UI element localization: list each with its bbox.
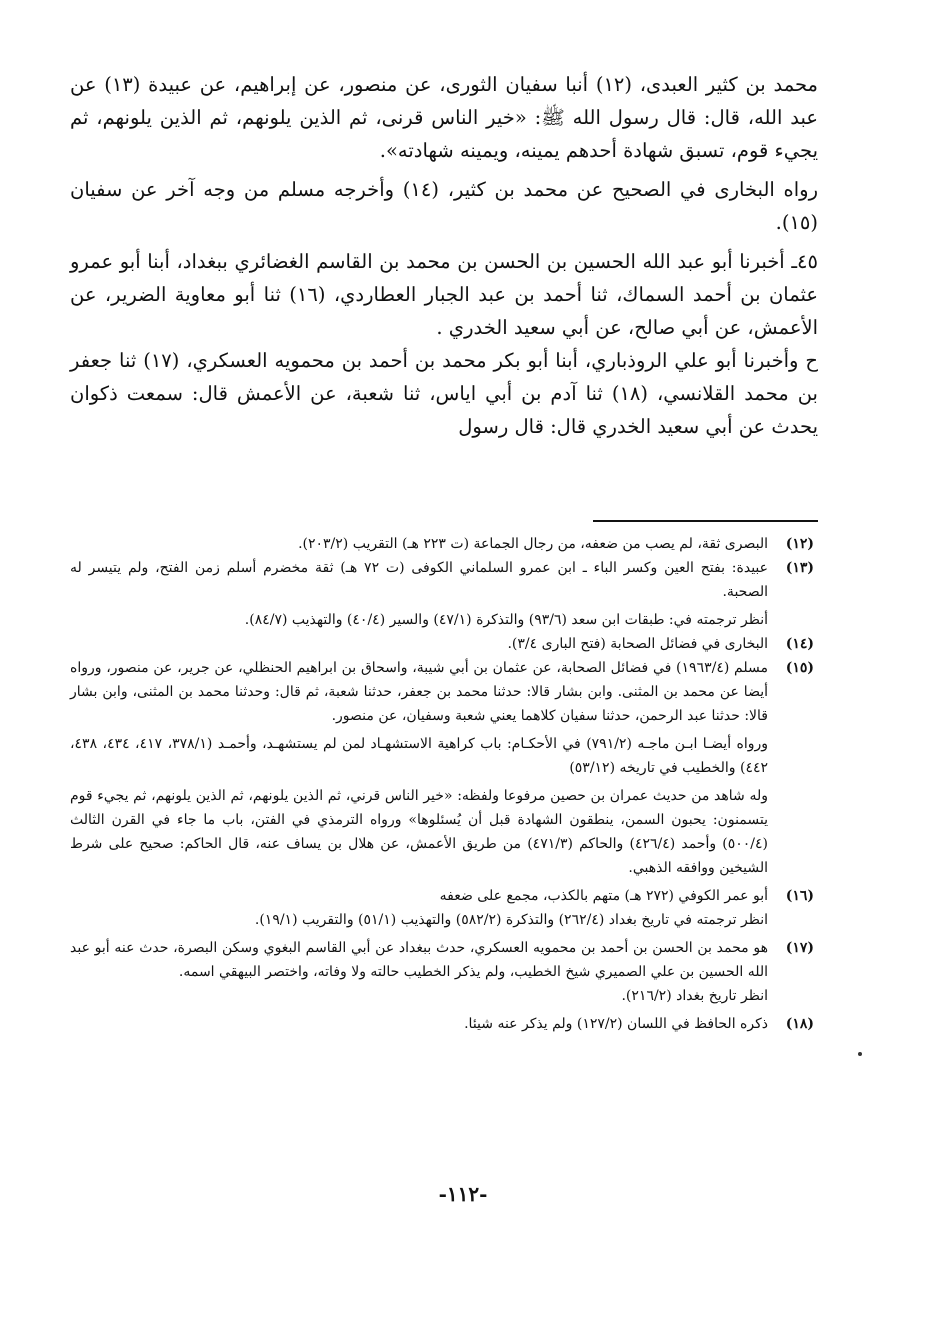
paragraph-hadith-45-chain: ٤٥ـ أخبرنا أبو عبد الله الحسين بن الحسن بن محمد بن القاسم الغضائري ببغداد، أبنا أبو عمرو عثمان بن أحمد السماك، ثنا أحمد بن عبد الجبار العطاردي، (١٦) ثنا أبو معاوية الضرير، عن الأعمش، عن أبي صالح، عن أبي سعيد الخدري . [70,250,818,339]
footnote-13-reference: أنظر ترجمته في: طبقات ابن سعد (٩٣/٦) والتذكرة (٤٧/١) والسير (٤٠/٤) والتهذيب (٨٤/٧). [244,612,768,628]
footnote-number: (١٨) [785,1016,814,1032]
footnote-number: (١٦) [785,888,814,904]
footnote-separator [593,520,818,522]
footnote-14 [70,632,814,656]
footnote-16-reference: انظر ترجمته في تاريخ بغداد (٢٦٢/٤) والتذكرة (٥٨٢/٢) والتهذيب (٥١/١) والتقريب (١٩/١). [254,912,768,928]
footnote-number: (١٣) [785,560,814,576]
footnote-17-reference: انظر تاريخ بغداد (٢١٦/٢). [621,988,768,1004]
footnote-15 [70,656,814,728]
footnote-15-ibn-majah: ورواه أيضـا ابـن ماجـه (٧٩١/٢) في الأحكـام: باب كراهية الاستشهـاد لمن لم يستشهـد، وأحمـد (٣٧٨/١، ٤١٧، ٤٣٤، ٤٣٨، ٤٤٢) والخطيب في تاريخه (٥٣/١٢) [70,736,769,776]
page-number: -١١٢- [438,1182,488,1206]
footnote-text: مسلم (١٩٦٣/٤) في فضائل الصحابة، عن عثمان بن أبي شيبة، واسحاق بن ابراهيم الحنظلي، عن جرير، عن منصور، ورواه أيضا عن محمد بن المثنى. وابن بشار قالا: حدثنا محمد بن جعفر، حدثنا شعبة، ثم قال: وحدثنا محمد بن المثنى، وابن بشار قالا: حدثنا عبد الرحمن، حدثنا سفيان كلاهما يعني شعبة وسفيان، عن منصور. [70,660,769,724]
main-text [70,68,818,449]
footnote-15-witness: وله شاهد من حديث عمران بن حصين مرفوعا ولفظه: «خير الناس قرني، ثم الذين يلونهم، ثم الذين يلونهم، ثم يجيء قوم يتسمنون: يحبون السمن، ينطقون الشهادة قبل أن يُسئلوها» ورواه الترمذي في الفتن، باب ما جاء في القرن الثالث (٥٠٠/٤) وأحمد (٤٢٦/٤) والحاكم (٤٧١/٣) من طريق الأعمش، عن هلال بن يساف عنه، قال الحاكم: صحيح على شرط الشيخين ووافقه الذهبي. [70,788,769,876]
footnote-text: البصرى ثقة، لم يصب من ضعفه، من رجال الجماعة (ت ٢٢٣ هـ) التقريب (٢٠٣/٢). [298,536,768,552]
footnote-number: (١٢) [785,536,814,552]
footnote-17 [70,936,814,984]
paragraph-bukhari-narration: رواه البخارى في الصحيح عن محمد بن كثير، (١٤) وأخرجه مسلم من وجه آخر عن سفيان (١٥). [70,178,818,234]
footnote-number: (١٧) [785,940,814,956]
footnote-number: (١٥) [785,660,814,676]
footnote-text: أبو عمر الكوفي (٢٧٢ هـ) متهم بالكذب، مجمع على ضعفه [439,888,768,904]
footnote-number: (١٤) [785,636,814,652]
paragraph-second-chain: ح وأخبرنا أبو علي الروذباري، أبنا أبو بكر محمد بن أحمد بن محمويه العسكري، (١٧) ثنا جعفر بن محمد القلانسي، (١٨) ثنا آدم بن أبي اياس، ثنا شعبة، عن الأعمش قال: سمعت ذكوان يحدث عن أبي سعيد الخدري قال: قال رسول [70,349,818,438]
footnote-16 [70,884,814,908]
footnote-12 [70,532,814,556]
footnote-text: عبيدة: بفتح العين وكسر الباء ـ ابن عمرو السلماني الكوفى (ت ٧٢ هـ) ثقة مخضرم أسلم زمن الفتح، ولم يتيسر له الصحبة. [70,560,768,600]
ink-dot [858,1052,862,1056]
footnote-text: البخارى في فضائل الصحابة (فتح البارى ٣/٤). [507,636,768,652]
footnote-13 [70,556,814,604]
paragraph-hadith-text: محمد بن كثير العبدى، (١٢) أنبا سفيان الثورى، عن منصور، عن إبراهيم، عن عبيدة (١٣) عن عبد الله، قال: قال رسول الله ﷺ: «خير الناس قرنى، ثم الذين يلونهم، ثم الذين يلونهم، ثم يجيء قوم، تسبق شهادة أحدهم يمينه، ويمينه شهادته». [70,73,819,162]
footnotes [70,532,814,1036]
footnote-text: ذكره الحافظ في اللسان (١٢٧/٢) ولم يذكر عنه شيئا. [464,1016,768,1032]
footnote-text: هو محمد بن الحسن بن أحمد بن محمويه العسكري، حدث ببغداد عن أبي القاسم البغوي وسكن البصرة، حدث عنه أبو عبد الله الحسين بن علي الصميري شيخ الخطيب، ولم يذكر الخطيب حالته ولا وفاته، واختصر البيهقي اسمه. [70,940,768,980]
footnote-18 [70,1012,814,1036]
